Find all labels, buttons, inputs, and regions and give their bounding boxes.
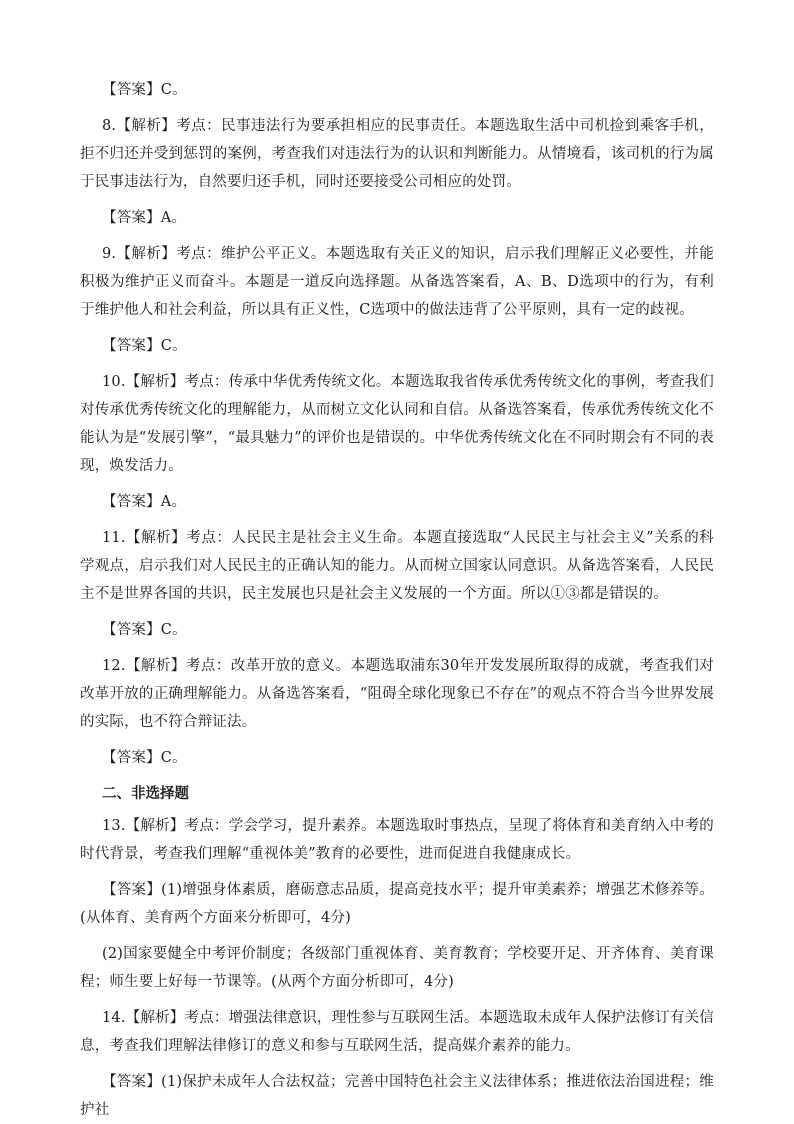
answer-line: 【答案】A。 (102, 494, 187, 510)
answer-line: 【答案】C。 (102, 622, 187, 638)
answer-line: 【答案】C。 (102, 82, 187, 98)
section-heading: 二、非选择题 (102, 786, 189, 802)
answer-line: 【答案】C。 (102, 750, 187, 766)
analysis-paragraph: 12.【解析】考点：改革开放的意义。本题选取浦东30年开发发展所取得的成就，考查我们对改革开放的正确理解能力。从备选答案看，“阻碍全球化现象已不存在”的观点不符合当今世界发展的实际，也不符合辩证法。 (80, 658, 714, 730)
answer-paragraph: 【答案】(1)增强身体素质，磨砺意志品质，提高竞技水平；提升审美素养；增强艺术修养等。(从体育、美育两个方面来分析即可，4分) (80, 882, 714, 926)
answer-line: 【答案】C。 (102, 338, 187, 354)
analysis-paragraph: 13.【解析】考点：学会学习，提升素养。本题选取时事热点，呈现了将体育和美育纳入中考的时代背景，考查我们理解“重视体美”教育的必要性，进而促进自我健康成长。 (80, 818, 714, 862)
answer-paragraph: 【答案】(1)保护未成年人合法权益；完善中国特色社会主义法律体系；推进依法治国进程；维护社 (80, 1074, 714, 1118)
answer-paragraph: (2)国家要健全中考评价制度；各级部门重视体育、美育教育；学校要开足、开齐体育、美育课程；师生要上好每一节课等。(从两个方面分析即可，4分) (80, 946, 714, 990)
analysis-paragraph: 9.【解析】考点：维护公平正义。本题选取有关正义的知识，启示我们理解正义必要性，并能积极为维护正义而奋斗。本题是一道反向选择题。从备选答案看，A、B、D选项中的行为，有利于维护他人和社会利益，所以具有正义性，C选项中的做法违背了公平原则，具有一定的歧视。 (80, 246, 714, 318)
analysis-paragraph: 8.【解析】考点：民事违法行为要承担相应的民事责任。本题选取生活中司机捡到乘客手机，拒不归还并受到惩罚的案例，考查我们对违法行为的认识和判断能力。从情境看，该司机的行为属于民事违法行为，自然要归还手机，同时还要接受公司相应的处罚。 (80, 118, 714, 190)
answer-line: 【答案】A。 (102, 210, 187, 226)
analysis-paragraph: 10.【解析】考点：传承中华优秀传统文化。本题选取我省传承优秀传统文化的事例，考查我们对传承优秀传统文化的理解能力，从而树立文化认同和自信。从备选答案看，传承优秀传统文化不能认为是“发展引擎”，“最具魅力”的评价也是错误的。中华优秀传统文化在不同时期会有不同的表现，焕发活力。 (80, 374, 714, 474)
analysis-paragraph: 11.【解析】考点：人民民主是社会主义生命。本题直接选取“人民民主与社会主义”关系的科学观点，启示我们对人民民主的正确认知的能力。从而树立国家认同意识。从备选答案看，人民民主不是世界各国的共识，民主发展也只是社会主义发展的一个方面。所以①③都是错误的。 (80, 530, 714, 602)
analysis-paragraph: 14.【解析】考点：增强法律意识，理性参与互联网生活。本题选取未成年人保护法修订有关信息，考查我们理解法律修订的意义和参与互联网生活，提高媒介素养的能力。 (80, 1010, 714, 1054)
